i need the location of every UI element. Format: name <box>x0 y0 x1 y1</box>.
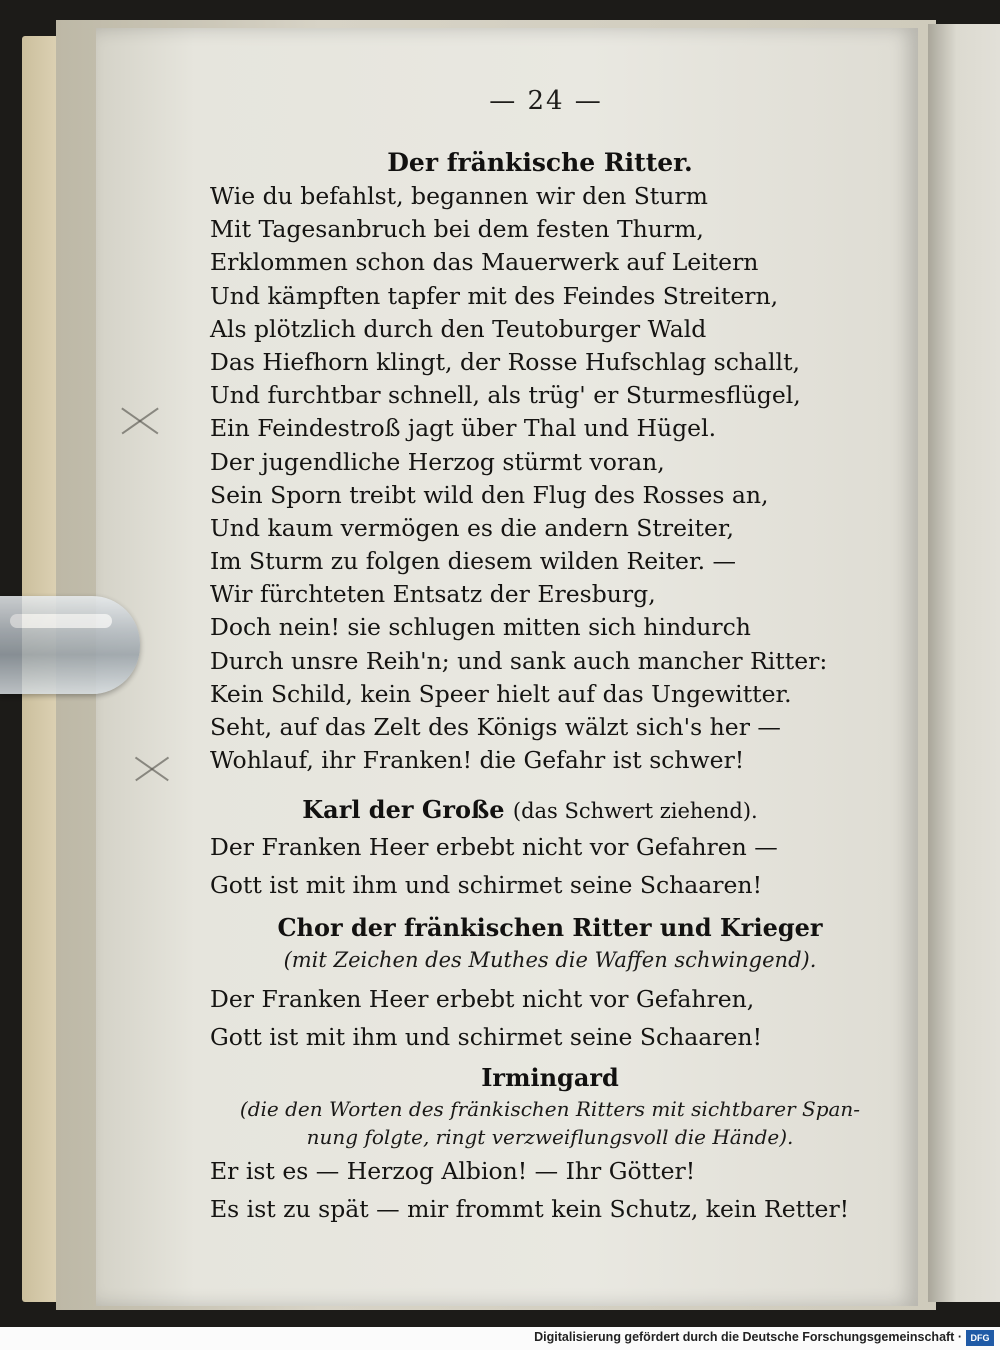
stage-direction: (mit Zeichen des Muthes die Waffen schwingend). <box>283 948 817 972</box>
verse-line: Wie du befahlst, begannen wir den Sturm <box>210 182 708 210</box>
verse-line: Wir fürchteten Entsatz der Eresburg, <box>210 580 656 609</box>
verse-line: Es ist zu spät — mir frommt kein Schutz, kein Retter! <box>210 1195 850 1223</box>
verse-line: Wohlauf, ihr Franken! die Gefahr ist schwer! <box>210 746 745 775</box>
verse-line: Und kämpften tapfer mit des Feindes Streitern, <box>210 281 779 310</box>
verse-line: Doch nein! sie schlugen mitten sich hindurch <box>210 613 751 642</box>
verse-line: Gott ist mit ihm und schirmet seine Schaaren! <box>210 1023 763 1051</box>
verse-line: Sein Sporn treibt wild den Flug des Rosses an, <box>210 480 769 509</box>
speaker-name: Karl der Große <box>302 795 505 824</box>
verse-line: Erklommen schon das Mauerwerk auf Leitern <box>210 248 759 277</box>
verse-block-ritter <box>210 180 827 777</box>
verse-line: Der Franken Heer erbebt nicht vor Gefahren, <box>210 985 755 1013</box>
stage-direction: (die den Worten des fränkischen Ritters mit sichtbarer Span- <box>239 1097 861 1121</box>
stage-direction: nung folgte, ringt verzweiflungsvoll die Hände). <box>306 1125 794 1149</box>
speaker-irmingard: Irmingard <box>481 1063 619 1092</box>
verse-line: Und kaum vermögen es die andern Streiter, <box>210 513 734 542</box>
verse-line: Und furchtbar schnell, als trüg' er Sturmesflügel, <box>210 381 801 410</box>
speaker-karl <box>250 795 810 824</box>
facing-page <box>928 24 1000 1302</box>
verse-line: Ein Feindestroß jagt über Thal und Hügel. <box>210 414 717 443</box>
verse-line: Mit Tagesanbruch bei dem festen Thurm, <box>210 215 704 244</box>
verse-line: Durch unsre Reih'n; und sank auch mancher Ritter: <box>210 646 828 675</box>
verse-block-irmingard <box>210 1152 849 1228</box>
verse-line: Seht, auf das Zelt des Königs wälzt sich's her — <box>210 713 781 741</box>
verse-line: Als plötzlich durch den Teutoburger Wald <box>210 314 707 343</box>
verse-line: Der jugendliche Herzog stürmt voran, <box>210 447 665 476</box>
verse-line: Kein Schild, kein Speer hielt auf das Ungewitter. <box>210 679 792 708</box>
book-clip <box>0 596 140 694</box>
verse-block-chor <box>210 980 762 1056</box>
verse-line: Er ist es — Herzog Albion! — Ihr Götter! <box>210 1157 696 1185</box>
verse-line: Das Hiefhorn klingt, der Rosse Hufschlag schallt, <box>210 347 800 376</box>
verse-line: Der Franken Heer erbebt nicht vor Gefahren — <box>210 833 778 861</box>
verse-block-karl <box>210 828 778 904</box>
stage-direction: (das Schwert ziehend). <box>512 799 758 823</box>
speaker-chor: Chor der fränkischen Ritter und Krieger <box>277 913 823 942</box>
footer-credit: Digitalisierung gefördert durch die Deutsche Forschungsgemeinschaft · <box>534 1330 962 1344</box>
verse-line: Im Sturm zu folgen diesem wilden Reiter. — <box>210 547 737 576</box>
verse-line: Gott ist mit ihm und schirmet seine Schaaren! <box>210 871 763 899</box>
page-number: — 24 — <box>489 86 603 116</box>
dfg-logo: DFG <box>966 1330 994 1346</box>
section-heading: Der fränkische Ritter. <box>387 148 693 177</box>
